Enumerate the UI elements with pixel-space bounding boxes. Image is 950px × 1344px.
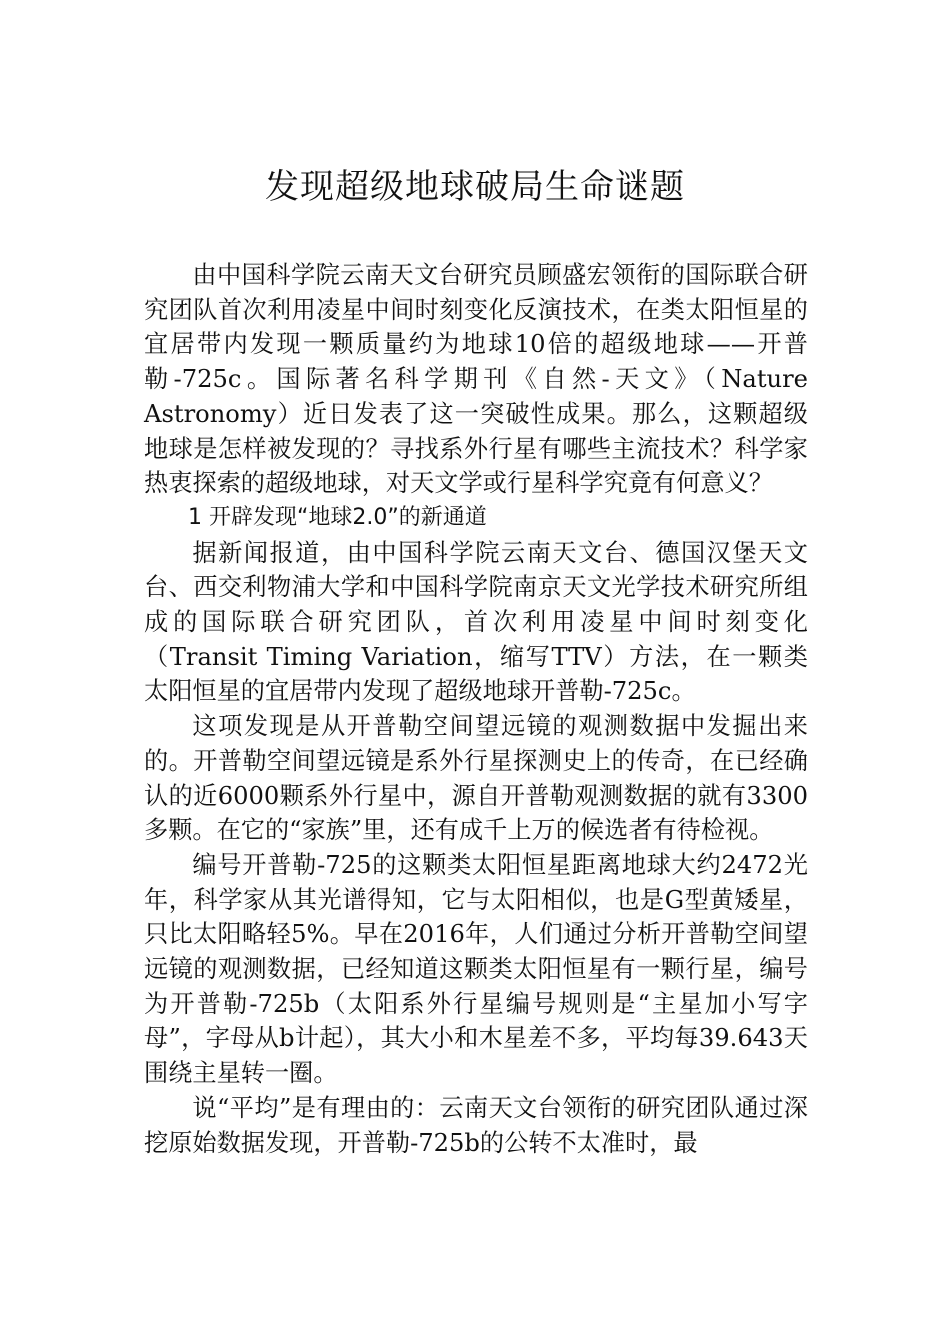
article-body [144,258,808,1160]
paragraph: 这项发现是从开普勒空间望远镜的观测数据中发掘出来的。开普勒空间望远镜是系外行星探测史上的传奇，在已经确认的近6000颗系外行星中，源自开普勒观测数据的就有3300多颗。在它的“家族”里，还有成千上万的候选者有待检视。 [144,712,808,845]
paragraph: 说“平均”是有理由的：云南天文台领衔的研究团队通过深挖原始数据发现，开普勒-725b的公转不太准时，最 [144,1093,808,1157]
paragraph-intro: 由中国科学院云南天文台研究员顾盛宏领衔的国际联合研究团队首次利用凌星中间时刻变化反演技术，在类太阳恒星的宜居带内发现一颗质量约为地球10倍的超级地球——开普勒-725c。国际著名科学期刊《自然-天文》（Nature Astronomy）近日发表了这一突破性成果。那么，这颗超级地球是怎样被发现的？寻找系外行星有哪些主流技术？科学家热衷探索的超级地球，对天文学或行星科学究竟有何意义？ [144,261,808,498]
article-title: 发现超级地球破局生命谜题 [265,167,685,207]
section-heading: 1 开辟发现“地球2.0”的新通道 [188,504,487,530]
paragraph: 据新闻报道，由中国科学院云南天文台、德国汉堡天文台、西交利物浦大学和中国科学院南京天文光学技术研究所组成的国际联合研究团队，首次利用凌星中间时刻变化（Transit Timing Variation，缩写TTV）方法，在一颗类太阳恒星的宜居带内发现了超级地球开普勒-725c。 [144,538,808,706]
paragraph: 编号开普勒-725的这颗类太阳恒星距离地球大约2472光年，科学家从其光谱得知，它与太阳相似，也是G型黄矮星，只比太阳略轻5%。早在2016年，人们通过分析开普勒空间望远镜的观测数据，已经知道这颗类太阳恒星有一颗行星，编号为开普勒-725b（太阳系外行星编号规则是“主星加小写字母”，字母从b计起），其大小和木星差不多，平均每39.643天围绕主星转一圈。 [144,850,808,1088]
